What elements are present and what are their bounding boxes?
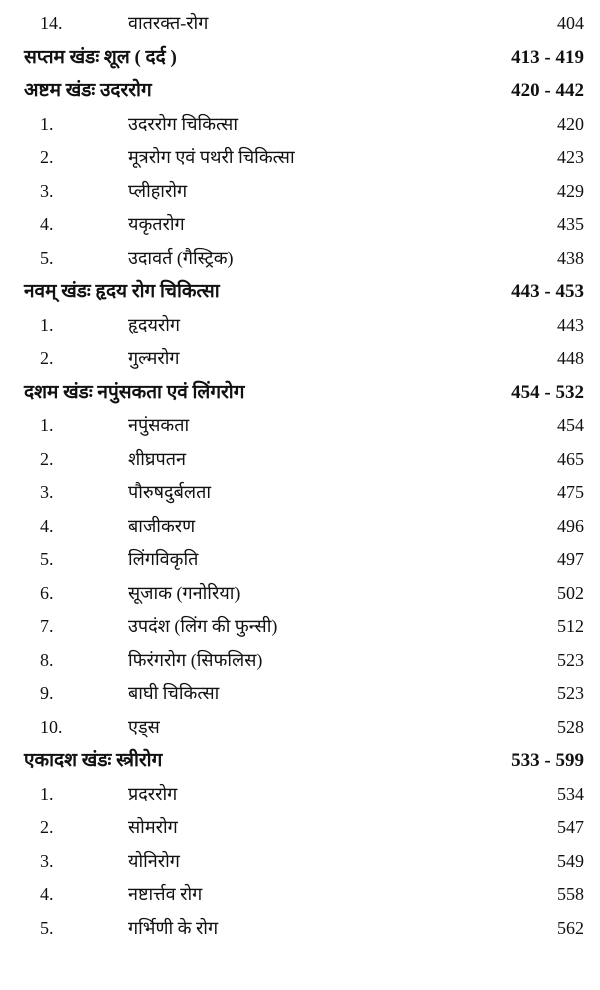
entry-page-number: 404 — [557, 13, 584, 33]
entry-number: 2. — [40, 817, 54, 837]
section-title: सप्तम खंडः शूल ( दर्द ) — [24, 46, 177, 68]
entry-title: बाघी चिकित्सा — [128, 683, 220, 703]
section-title: अष्टम खंडः उदररोग — [24, 80, 152, 101]
entry-page-number: 429 — [557, 180, 584, 201]
entry-title: हृदयरोग — [128, 314, 181, 335]
entry-page-number: 528 — [557, 716, 584, 737]
entry-title: उदावर्त (गैस्ट्रिक) — [128, 247, 234, 268]
entry-page-number: 420 — [557, 113, 584, 134]
toc-entry — [0, 141, 600, 175]
section-page-range: 443 - 453 — [511, 281, 584, 302]
entry-title: गुल्मरोग — [128, 348, 180, 368]
entry-page-number: 465 — [557, 448, 584, 469]
entry-page-number: 496 — [557, 515, 584, 536]
entry-title: बाजीकरण — [128, 515, 196, 536]
entry-number: 4. — [40, 214, 54, 234]
entry-page-number: 549 — [557, 850, 584, 871]
entry-page-number: 454 — [557, 415, 584, 435]
section-title: एकादश खंडः स्त्रीरोग — [24, 750, 163, 771]
entry-page-number: 523 — [557, 649, 584, 670]
toc-entry — [0, 677, 600, 711]
section-page-range: 533 - 599 — [511, 750, 584, 771]
toc-entry — [0, 7, 600, 41]
entry-number: 1. — [40, 113, 54, 134]
section-page-range: 454 - 532 — [511, 381, 584, 403]
entry-number: 2. — [40, 448, 54, 469]
entry-number: 5. — [40, 247, 54, 268]
toc-entry — [0, 342, 600, 376]
entry-title: नष्टार्त्तव रोग — [128, 884, 203, 904]
entry-title: नपुंसकता — [128, 415, 190, 435]
toc-entry — [0, 577, 600, 611]
entry-number: 9. — [40, 683, 54, 703]
entry-number: 2. — [40, 147, 54, 167]
entry-page-number: 475 — [557, 482, 584, 502]
entry-page-number: 562 — [557, 917, 584, 938]
entry-page-number: 448 — [557, 348, 584, 368]
toc-entry — [0, 543, 600, 577]
toc-entry — [0, 208, 600, 242]
toc-entry — [0, 175, 600, 209]
entry-page-number: 435 — [557, 214, 584, 234]
entry-page-number: 512 — [557, 616, 584, 636]
toc-section-heading — [0, 74, 600, 108]
entry-number: 2. — [40, 348, 54, 368]
entry-title: यकृतरोग — [128, 214, 185, 234]
entry-title: प्लीहारोग — [128, 180, 188, 201]
toc-entry — [0, 811, 600, 845]
entry-title: मूत्ररोग एवं पथरी चिकित्सा — [128, 147, 295, 167]
entry-title: सोमरोग — [128, 817, 178, 837]
entry-number: 1. — [40, 415, 54, 435]
entry-page-number: 547 — [557, 817, 584, 837]
entry-title: फिरंगरोग (सिफलिस) — [128, 649, 263, 670]
entry-number: 5. — [40, 917, 54, 938]
section-page-range: 420 - 442 — [511, 80, 584, 101]
entry-title: लिंगविकृति — [128, 549, 199, 569]
entry-title: उदररोग चिकित्सा — [128, 113, 238, 134]
toc-entry — [0, 242, 600, 276]
toc-entry — [0, 912, 600, 946]
entry-page-number: 443 — [557, 314, 584, 335]
entry-title: शीघ्रपतन — [128, 448, 187, 469]
toc-entry — [0, 443, 600, 477]
entry-number: 4. — [40, 884, 54, 904]
entry-number: 3. — [40, 850, 54, 871]
entry-page-number: 502 — [557, 582, 584, 603]
entry-number: 7. — [40, 616, 54, 636]
toc-entry — [0, 510, 600, 544]
toc-section-heading — [0, 41, 600, 75]
entry-page-number: 534 — [557, 783, 584, 804]
entry-title: गर्भिणी के रोग — [128, 917, 219, 938]
entry-title: एड्स — [128, 716, 160, 737]
entry-number: 10. — [40, 716, 63, 737]
entry-number: 4. — [40, 515, 54, 536]
toc-entry — [0, 610, 600, 644]
entry-title: प्रदररोग — [128, 783, 178, 804]
entry-number: 3. — [40, 482, 54, 502]
section-page-range: 413 - 419 — [511, 46, 584, 68]
entry-title: सूजाक (गनोरिया) — [128, 582, 241, 603]
section-title: नवम् खंडः हृदय रोग चिकित्सा — [24, 281, 220, 302]
toc-section-heading — [0, 744, 600, 778]
entry-page-number: 558 — [557, 884, 584, 904]
entry-number: 1. — [40, 314, 54, 335]
toc-section-heading — [0, 275, 600, 309]
toc-entry — [0, 878, 600, 912]
toc-entry — [0, 845, 600, 879]
toc-entry — [0, 711, 600, 745]
entry-page-number: 497 — [557, 549, 584, 569]
entry-number: 3. — [40, 180, 54, 201]
entry-page-number: 523 — [557, 683, 584, 703]
entry-number: 5. — [40, 549, 54, 569]
toc-entry — [0, 108, 600, 142]
entry-title: वातरक्त-रोग — [128, 13, 209, 33]
entry-number: 14. — [40, 13, 63, 33]
toc-entry — [0, 309, 600, 343]
toc-section-heading — [0, 376, 600, 410]
toc-entry — [0, 778, 600, 812]
toc-entry — [0, 409, 600, 443]
section-title: दशम खंडः नपुंसकता एवं लिंगरोग — [24, 381, 245, 403]
entry-title: उपदंश (लिंग की फुन्सी) — [128, 616, 278, 636]
toc-entry — [0, 476, 600, 510]
entry-page-number: 423 — [557, 147, 584, 167]
entry-title: पौरुषदुर्बलता — [128, 482, 212, 502]
entry-title: योनिरोग — [128, 850, 180, 871]
entry-number: 8. — [40, 649, 54, 670]
table-of-contents — [0, 7, 600, 945]
toc-entry — [0, 644, 600, 678]
entry-number: 6. — [40, 582, 54, 603]
entry-page-number: 438 — [557, 247, 584, 268]
entry-number: 1. — [40, 783, 54, 804]
